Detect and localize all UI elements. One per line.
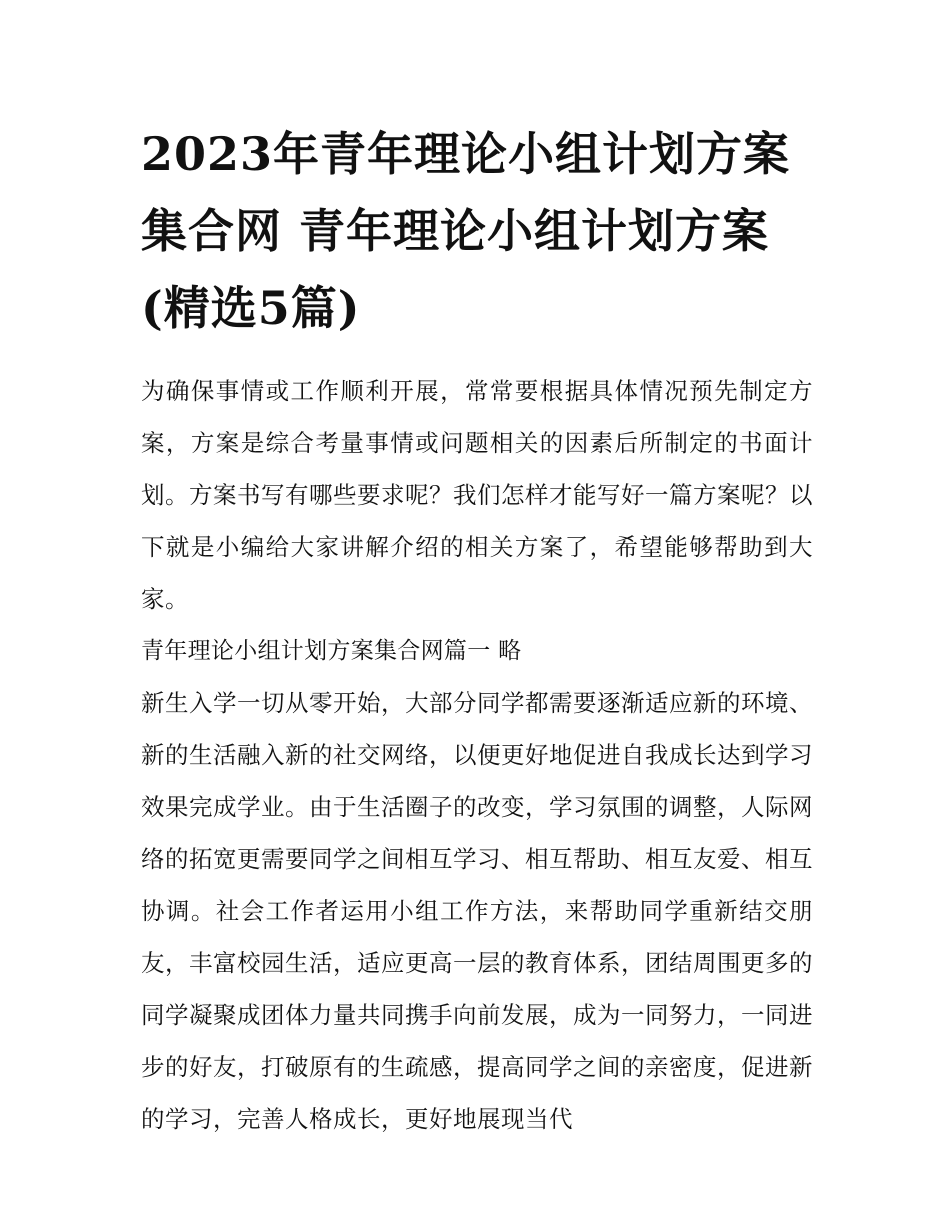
document-title: 2023年青年理论小组计划方案集合网 青年理论小组计划方案(精选5篇) <box>141 127 791 335</box>
document-page <box>141 116 813 1145</box>
section-heading: 青年理论小组计划方案集合网篇一 略 <box>141 638 522 664</box>
section-body-paragraph: 新生入学一切从零开始，大部分同学都需要逐渐适应新的环境、新的生活融入新的社交网络，以便更好地促进自我成长达到学习效果完成学业。由于生活圈子的改变，学习氛围的调整，人际网络的拓宽更需要同学之间相互学习、相互帮助、相互友爱、相互协调。社会工作者运用小组工作方法，来帮助同学重新结交朋友，丰富校园生活，适应更高一层的教育体系，团结周围更多的同学凝聚成团体力量共同携手向前发展，成为一同努力，一同进步的好友，打破原有的生疏感，提高同学之间的亲密度，促进新的学习，完善人格成长，更好地展现当代 <box>141 689 813 1133</box>
intro-paragraph: 为确保事情或工作顺利开展，常常要根据具体情况预先制定方案，方案是综合考量事情或问题相关的因素后所制定的书面计划。方案书写有哪些要求呢？我们怎样才能写好一篇方案呢？以下就是小编给大家讲解介绍的相关方案了，希望能够帮助到大家。 <box>141 377 813 613</box>
